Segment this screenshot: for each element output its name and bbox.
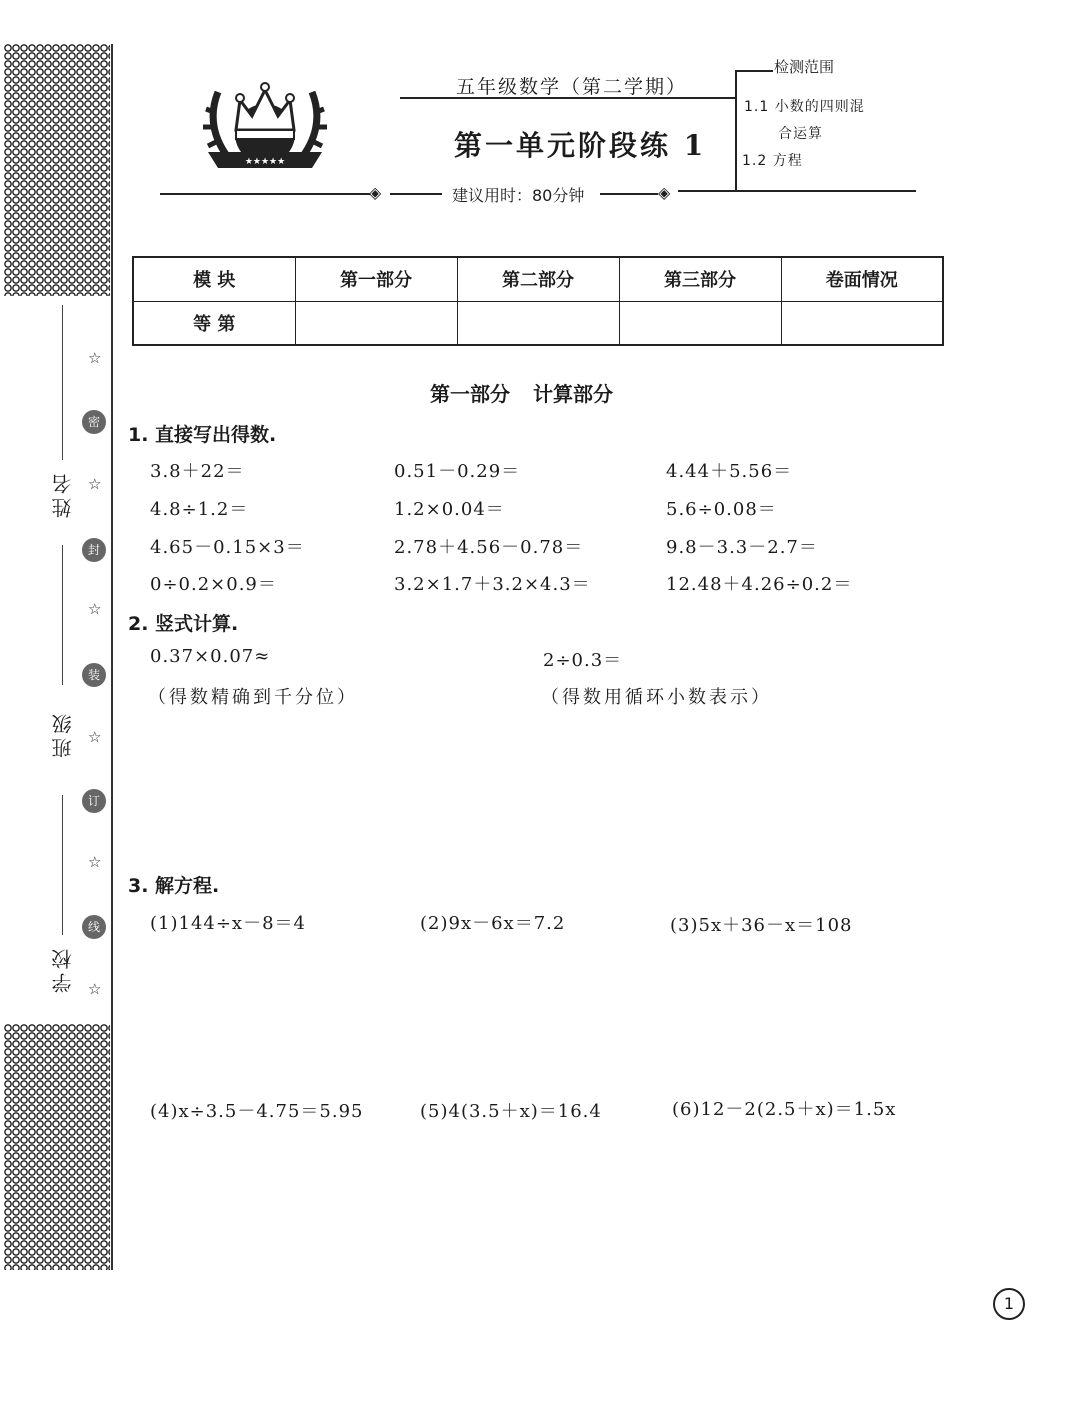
q1-item: 3.8＋22＝	[150, 461, 245, 482]
scope-item: 合运算	[778, 126, 823, 142]
q1-item: 12.48＋4.26÷0.2＝	[666, 574, 853, 595]
q3-equation: (5)4(3.5＋x)＝16.4	[420, 1101, 602, 1122]
score-header-cell: 第二部分	[457, 257, 619, 301]
name-label: 姓名	[51, 470, 75, 518]
score-header-cell: 第一部分	[295, 257, 457, 301]
star-icon: ☆	[88, 349, 102, 367]
diamond-ornament-icon: ◈	[369, 183, 382, 202]
q1-item: 1.2×0.04＝	[394, 499, 505, 520]
q1-item: 5.6÷0.08＝	[666, 499, 777, 520]
q1-item: 4.8÷1.2＝	[150, 499, 249, 520]
binding-pattern-top	[4, 44, 110, 296]
q3-equation: (4)x÷3.5－4.75＝5.95	[150, 1101, 364, 1122]
q1-item: 4.44＋5.56＝	[666, 461, 793, 482]
class-label: 班级	[51, 710, 75, 758]
crown-emblem-icon	[200, 72, 330, 177]
q1-item: 0.51－0.29＝	[394, 461, 521, 482]
scope-bracket-top	[735, 70, 773, 72]
scope-item: 1.2 方程	[742, 153, 803, 169]
star-icon: ☆	[88, 728, 102, 746]
school-label: 学校	[51, 945, 75, 993]
page-title: 第一单元阶段练 1	[454, 129, 707, 162]
grade-row-label: 等 第	[133, 301, 295, 345]
header-rule-mid	[390, 193, 442, 195]
q3-equation: (3)5x＋36－x＝108	[670, 915, 853, 936]
score-header-cell: 卷面情况	[781, 257, 943, 301]
score-table-grade-row	[133, 301, 943, 345]
name-write-line	[62, 305, 63, 460]
grade-cell[interactable]	[619, 301, 781, 345]
grade-cell[interactable]	[457, 301, 619, 345]
question-3-heading: 3. 解方程.	[128, 875, 220, 897]
binding-line	[111, 44, 113, 1270]
star-icon: ☆	[88, 853, 102, 871]
seal-char-feng: 封	[82, 538, 106, 562]
q3-equation: (2)9x－6x＝7.2	[420, 913, 566, 934]
score-header-cell: 模 块	[133, 257, 295, 301]
q3-equation: (6)12－2(2.5＋x)＝1.5x	[672, 1099, 897, 1120]
section-title: 第一部分 计算部分	[430, 382, 613, 406]
q1-item: 0÷0.2×0.9＝	[150, 574, 277, 595]
question-2-heading: 2. 竖式计算.	[128, 613, 239, 635]
school-write-line	[62, 795, 63, 935]
score-table	[132, 256, 944, 346]
seal-char-mi: 密	[82, 410, 106, 434]
q3-equation: (1)144÷x－8＝4	[150, 913, 306, 934]
score-table-header-row	[133, 257, 943, 301]
q1-item: 9.8－3.3－2.7＝	[666, 537, 818, 558]
seal-char-zhuang: 装	[82, 663, 106, 687]
q1-item: 2.78＋4.56－0.78＝	[394, 537, 584, 558]
star-icon: ☆	[88, 475, 102, 493]
header-rule-right-b	[678, 190, 916, 192]
star-icon: ☆	[88, 600, 102, 618]
score-header-cell: 第三部分	[619, 257, 781, 301]
star-icon: ☆	[88, 980, 102, 998]
q2-expression: 2÷0.3＝	[543, 650, 623, 671]
q1-item: 4.65－0.15×3＝	[150, 537, 305, 558]
header-rule-right-a	[600, 193, 658, 195]
q2-note: （得数用循环小数表示）	[541, 687, 772, 708]
scope-bracket	[735, 70, 737, 192]
seal-char-ding: 订	[82, 789, 106, 813]
scope-item: 1.1 小数的四则混	[744, 99, 865, 115]
scope-title: 检测范围	[774, 58, 835, 76]
subject-label: 五年级数学（第二学期）	[456, 76, 688, 98]
q2-note: （得数精确到千分位）	[148, 687, 358, 708]
seal-char-xian: 线	[82, 915, 106, 939]
svg-text:★★★★★: ★★★★★	[244, 157, 286, 167]
header-rule-left	[160, 193, 370, 195]
grade-cell[interactable]	[295, 301, 457, 345]
grade-cell[interactable]	[781, 301, 943, 345]
page-number: 1	[993, 1288, 1025, 1320]
question-1-heading: 1. 直接写出得数.	[128, 424, 277, 446]
suggested-time: 建议用时：80分钟	[452, 186, 585, 205]
binding-pattern-bottom	[4, 1024, 110, 1270]
class-write-line	[62, 545, 63, 685]
q1-item: 3.2×1.7＋3.2×4.3＝	[394, 574, 591, 595]
diamond-ornament-icon: ◈	[658, 183, 671, 202]
q2-expression: 0.37×0.07≈	[150, 646, 271, 667]
